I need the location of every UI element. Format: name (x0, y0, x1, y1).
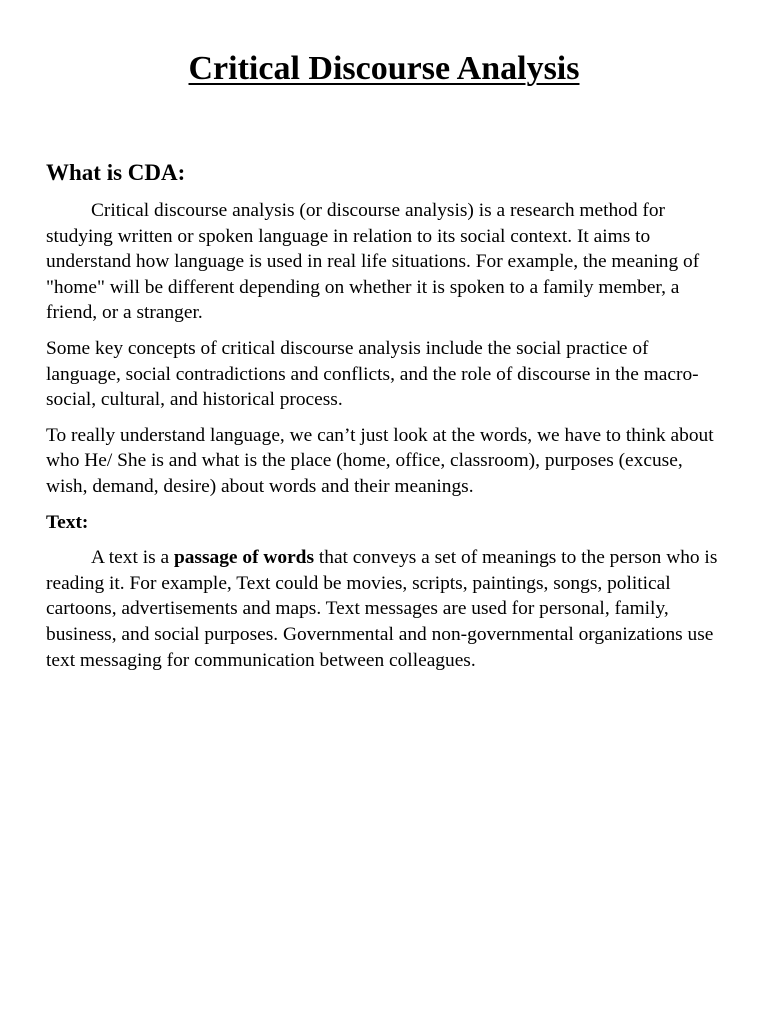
section-heading-text: Text: (46, 511, 89, 533)
document-page (46, 0, 722, 673)
cda-paragraph-definition: Critical discourse analysis (or discourse analysis) is a research method for studying written or spoken language in relation to its social context. It aims to understand how language is used in real life situations. For example, the meaning of "home" will be different depending on whether it is spoken to a family member, a friend, or a stranger. (46, 200, 700, 324)
text-paragraph-rest: that conveys a set of meanings to the person who is reading it. For example, Text could be movies, scripts, paintings, songs, political cartoons, advertisements and maps. Text messages are used for personal, family, business, and social purposes. Governmental and non-governmental organizations use text messaging for communication between colleagues. (46, 547, 718, 671)
cda-paragraph-understanding-language: To really understand language, we can’t just look at the words, we have to think about who He/ She is and what is the place (home, office, classroom), purposes (excuse, wish, demand, desire) about words and their meanings. (46, 424, 714, 497)
text-paragraph-emphasis: passage of words (173, 547, 315, 569)
text-paragraph-definition (46, 545, 722, 673)
cda-paragraph-key-concepts: Some key concepts of critical discourse analysis include the social practice of language, social contradictions and conflicts, and the role of discourse in the macro-social, cultural, and historical process. (46, 337, 699, 411)
page-title: Critical Discourse Analysis (188, 50, 580, 87)
text-paragraph-lead: A text is a (91, 547, 174, 569)
section-heading-what-is-cda: What is CDA: (46, 160, 186, 185)
